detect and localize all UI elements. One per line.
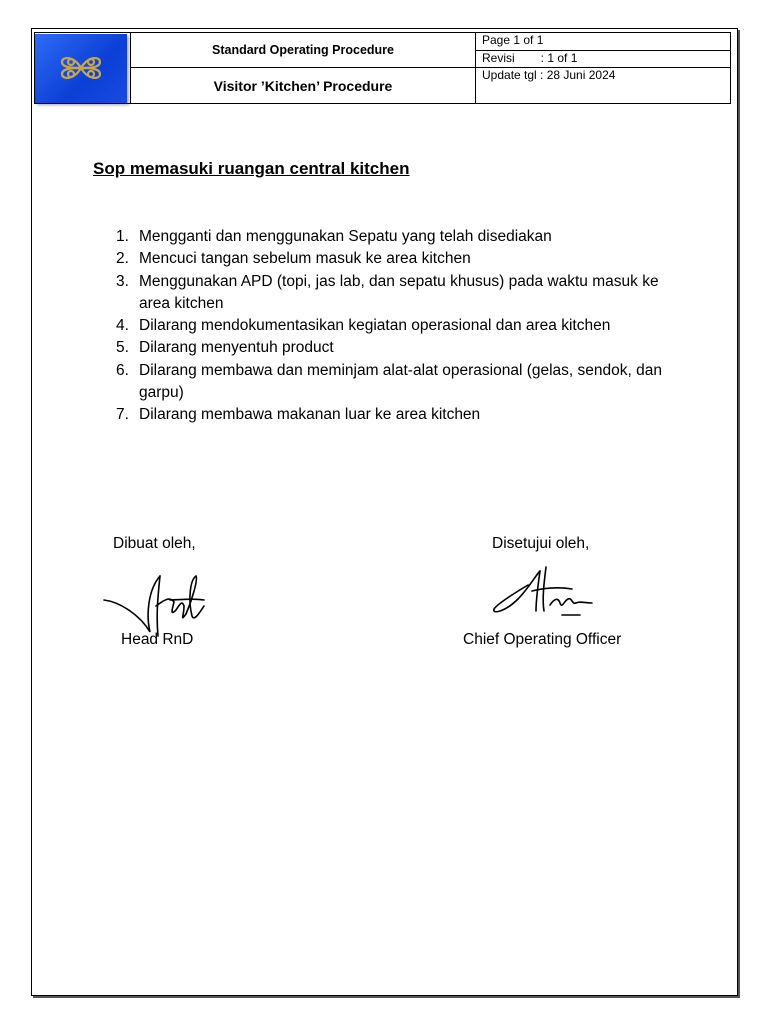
list-item — [116, 248, 676, 270]
list-item — [116, 337, 676, 359]
page-number: Page 1 of 1 — [476, 33, 731, 51]
step-text: Menggunakan APD (topi, jas lab, dan sepatu khusus) pada waktu masuk ke area kitchen — [139, 272, 659, 312]
step-text: Dilarang menyentuh product — [139, 339, 334, 357]
list-item — [116, 315, 676, 337]
step-number: 7. — [116, 406, 129, 424]
step-number: 4. — [116, 317, 129, 335]
step-number: 1. — [116, 228, 129, 245]
logo-cell — [35, 33, 131, 104]
step-text: Mencuci tangan sebelum masuk ke area kitchen — [139, 250, 471, 268]
step-text: Mengganti dan menggunakan Sepatu yang telah disediakan — [139, 228, 552, 245]
list-item — [116, 226, 676, 248]
company-logo-icon — [35, 34, 127, 103]
approver-signature — [488, 565, 603, 625]
list-item — [116, 271, 676, 316]
revision-value: : 1 of 1 — [540, 50, 578, 65]
update-date: Update tgl : 28 Juni 2024 — [476, 68, 731, 104]
step-text: Dilarang membawa dan meminjam alat-alat operasional (gelas, sendok, dan garpu) — [139, 361, 662, 402]
doc-type: Standard Operating Procedure — [131, 33, 476, 68]
step-text: Dilarang membawa makanan luar ke area kitchen — [139, 406, 481, 424]
creator-signature — [100, 570, 210, 640]
revision-label: Revisi — [482, 50, 515, 65]
step-number: 3. — [116, 272, 129, 290]
creator-role: Head RnD — [121, 631, 194, 648]
document-header — [34, 32, 731, 104]
creator-caption: Dibuat oleh, — [113, 535, 196, 552]
step-number: 2. — [116, 250, 129, 268]
step-text: Dilarang mendokumentasikan kegiatan operasional dan area kitchen — [139, 317, 611, 335]
list-item — [116, 360, 676, 405]
step-number: 6. — [116, 361, 129, 379]
steps-list — [116, 226, 676, 427]
approver-caption: Disetujui oleh, — [492, 535, 590, 552]
revision — [476, 50, 731, 68]
doc-title: Visitor ’Kitchen’ Procedure — [131, 68, 476, 104]
approver-role: Chief Operating Officer — [463, 631, 622, 648]
list-item — [116, 404, 676, 426]
step-number: 5. — [116, 339, 129, 357]
sop-title: Sop memasuki ruangan central kitchen — [93, 159, 410, 178]
